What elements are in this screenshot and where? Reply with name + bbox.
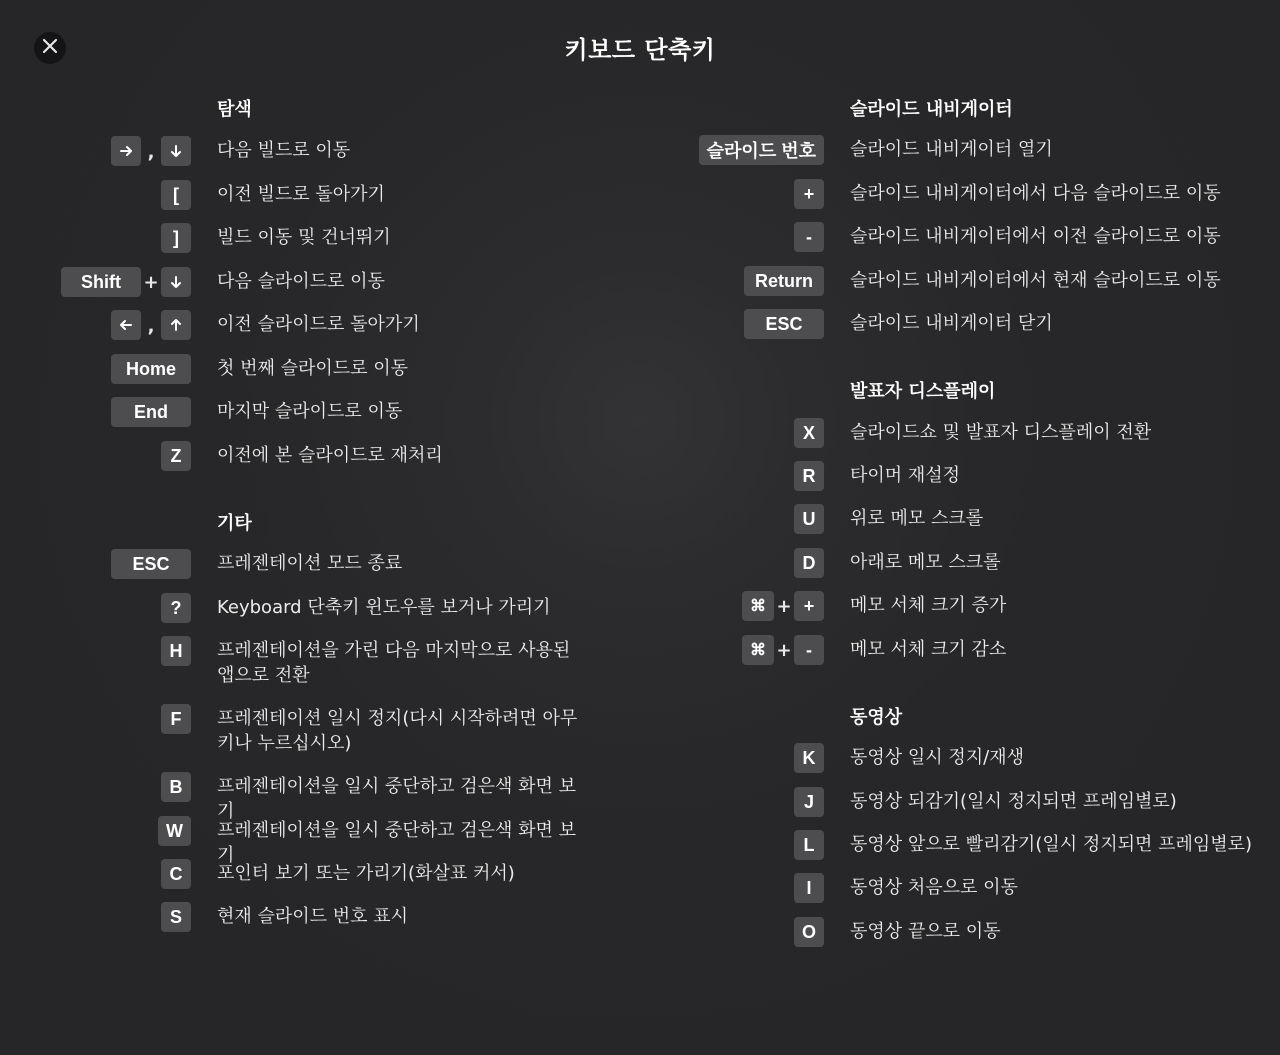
shortcut-description: 동영상 되감기(일시 정지되면 프레임별로): [850, 791, 1177, 812]
key-r: R: [794, 461, 824, 491]
shortcut-keys: [794, 418, 824, 448]
key-plus: +: [794, 591, 824, 621]
shortcut-description: 메모 서체 크기 증가: [850, 595, 1007, 616]
shortcut-description: 아래로 메모 스크롤: [850, 552, 1001, 573]
shortcut-keys: [111, 354, 191, 384]
key-h: H: [161, 636, 191, 666]
shortcut-keys: [111, 310, 191, 340]
section-heading: 기타: [217, 513, 252, 534]
shortcut-description: 슬라이드쇼 및 발표자 디스플레이 전환: [850, 422, 1152, 443]
key-right-bracket: ]: [161, 223, 191, 253]
shortcut-keys: [744, 309, 824, 339]
key-command: ⌘: [742, 591, 774, 621]
shortcut-description: 첫 번째 슬라이드로 이동: [217, 358, 409, 379]
section-heading: 슬라이드 내비게이터: [850, 99, 1013, 120]
shortcut-description: 동영상 일시 정지/재생: [850, 747, 1024, 768]
key-j: J: [794, 787, 824, 817]
section-heading: 동영상: [850, 707, 903, 728]
shortcut-description: 현재 슬라이드 번호 표시: [217, 906, 409, 927]
key-d: D: [794, 548, 824, 578]
key-end: End: [111, 397, 191, 427]
shortcut-description: 다음 슬라이드로 이동: [217, 271, 385, 292]
key-b: B: [161, 772, 191, 802]
shortcut-description: 슬라이드 내비게이터에서 다음 슬라이드로 이동: [850, 183, 1221, 204]
page-title: 키보드 단축키: [564, 36, 716, 64]
section-heading: 탐색: [217, 99, 252, 120]
shortcut-keys: [794, 787, 824, 817]
key-esc: ESC: [744, 309, 824, 339]
shortcut-keys: [794, 504, 824, 534]
shortcut-keys: [742, 591, 824, 621]
comma-separator: ,: [147, 316, 155, 337]
shortcut-description: 이전 빌드로 돌아가기: [217, 184, 385, 205]
shortcut-description: Keyboard 단축키 윈도우를 보거나 가리기: [217, 597, 551, 618]
arrow-down-icon: [161, 267, 191, 297]
key-plus: +: [794, 179, 824, 209]
key-left-bracket: [: [161, 180, 191, 210]
key-question: ?: [161, 593, 191, 623]
shortcut-description: 동영상 앞으로 빨리감기(일시 정지되면 프레임별로): [850, 834, 1253, 855]
shortcut-keys: [161, 859, 191, 889]
comma-separator: ,: [147, 142, 155, 163]
key-return: Return: [744, 266, 824, 296]
shortcut-description: 프레젠테이션을 일시 중단하고 검은색 화면 보기: [217, 776, 576, 822]
shortcut-keys: [161, 636, 191, 666]
key-z: Z: [161, 441, 191, 471]
key-esc: ESC: [111, 549, 191, 579]
plus-separator: +: [143, 272, 159, 293]
shortcut-keys: [744, 266, 824, 296]
shortcut-keys: [111, 397, 191, 427]
shortcut-description: 이전 슬라이드로 돌아가기: [217, 314, 420, 335]
shortcut-keys: [794, 873, 824, 903]
key-w: W: [158, 816, 191, 846]
shortcut-keys: [111, 136, 191, 166]
shortcut-description: 위로 메모 스크롤: [850, 508, 984, 529]
key-o: O: [794, 917, 824, 947]
key-f: F: [161, 704, 191, 734]
shortcut-description: 포인터 보기 또는 가리기(화살표 커서): [217, 863, 515, 884]
shortcut-keys: [161, 180, 191, 210]
shortcut-description: 타이머 재설정: [850, 465, 961, 486]
shortcut-keys: [161, 441, 191, 471]
key-shift: Shift: [61, 267, 141, 297]
shortcut-keys: [794, 830, 824, 860]
shortcut-description: 슬라이드 내비게이터에서 이전 슬라이드로 이동: [850, 226, 1221, 247]
shortcut-description: 슬라이드 내비게이터 열기: [850, 139, 1053, 160]
shortcut-description: 빌드 이동 및 건너뛰기: [217, 227, 391, 248]
key-slide-number: 슬라이드 번호: [699, 135, 824, 165]
key-i: I: [794, 873, 824, 903]
shortcut-description: 동영상 끝으로 이동: [850, 921, 1001, 942]
section-heading: 발표자 디스플레이: [850, 381, 996, 402]
key-s: S: [161, 902, 191, 932]
shortcut-keys: [161, 902, 191, 932]
key-u: U: [794, 504, 824, 534]
shortcut-description: 프레젠테이션을 가린 다음 마지막으로 사용된 앱으로 전환: [217, 640, 571, 686]
arrow-left-icon: [111, 310, 141, 340]
arrow-down-icon: [161, 136, 191, 166]
shortcut-keys: [161, 704, 191, 734]
shortcut-keys: [699, 135, 824, 165]
arrow-right-icon: [111, 136, 141, 166]
shortcut-description: 슬라이드 내비게이터에서 현재 슬라이드로 이동: [850, 270, 1221, 291]
key-c: C: [161, 859, 191, 889]
shortcut-description: 마지막 슬라이드로 이동: [217, 401, 403, 422]
key-home: Home: [111, 354, 191, 384]
shortcut-keys: [794, 743, 824, 773]
shortcut-description: 프레젠테이션을 일시 중단하고 검은색 화면 보기: [217, 820, 576, 866]
key-minus: -: [794, 222, 824, 252]
key-command: ⌘: [742, 635, 774, 665]
shortcut-keys: [794, 222, 824, 252]
plus-separator: +: [776, 640, 792, 661]
key-x: X: [794, 418, 824, 448]
right-column: [640, 0, 1280, 1055]
shortcut-description: 다음 빌드로 이동: [217, 140, 351, 161]
shortcut-keys: [161, 772, 191, 802]
arrow-up-icon: [161, 310, 191, 340]
shortcut-keys: [161, 223, 191, 253]
shortcut-keys: [794, 461, 824, 491]
key-minus: -: [794, 635, 824, 665]
shortcut-keys: [61, 267, 191, 297]
key-l: L: [794, 830, 824, 860]
shortcut-keys: [111, 549, 191, 579]
shortcut-keys: [794, 917, 824, 947]
shortcut-description: 동영상 처음으로 이동: [850, 877, 1018, 898]
shortcut-keys: [794, 548, 824, 578]
shortcut-keys: [742, 635, 824, 665]
shortcut-description: 메모 서체 크기 감소: [850, 639, 1007, 660]
shortcut-description: 슬라이드 내비게이터 닫기: [850, 313, 1053, 334]
shortcut-keys: [794, 179, 824, 209]
shortcut-keys: [158, 816, 191, 846]
key-k: K: [794, 743, 824, 773]
plus-separator: +: [776, 596, 792, 617]
shortcut-description: 프레젠테이션 일시 정지(다시 시작하려면 아무 키나 누르십시오): [217, 708, 578, 754]
shortcut-keys: [161, 593, 191, 623]
shortcut-description: 프레젠테이션 모드 종료: [217, 553, 403, 574]
shortcut-description: 이전에 본 슬라이드로 재처리: [217, 445, 443, 466]
